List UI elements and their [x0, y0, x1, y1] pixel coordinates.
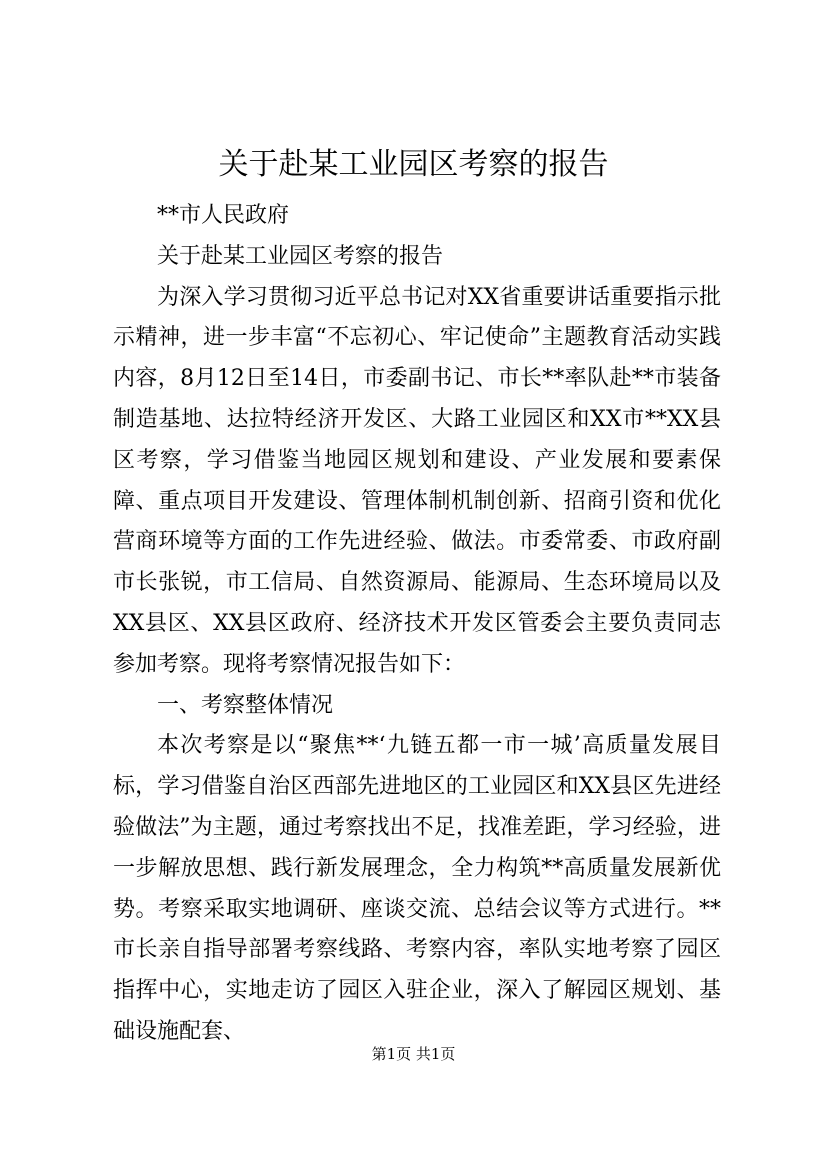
section-heading: 一、考察整体情况	[157, 692, 334, 718]
page-number-footer: 第1页 共1页	[371, 1045, 456, 1063]
document-title: 关于赴某工业园区考察的报告	[218, 147, 609, 182]
intro-paragraph: 为深入学习贯彻习近平总书记对XX省重要讲话重要指示批示精神，进一步丰富“不忘初心、牢记使命”主题教育活动实践内容，8月12日至14日，市委副书记、市长**率队赴**市装备制造基地、达拉特经济开发区、大路工业园区和XX市**XX县区考察，学习借鉴当地园区规划和建设、产业发展和要素保障、重点项目开发建设、管理体制机制创新、招商引资和优化营商环境等方面的工作先进经验、做法。市委常委、市政府副市长张锐，市工信局、自然资源局、能源局、生态环境局以及XX县区、XX县区政府、经济技术开发区管委会主要负责同志参加考察。现将考察情况报告如下：	[113, 284, 721, 677]
section-paragraph: 本次考察是以“聚焦**‘九链五都一市一城’高质量发展目标，学习借鉴自治区西部先进地区的工业园区和XX县区先进经验做法”为主题，通过考察找出不足，找准差距，学习经验，进一步解放思想、践行新发展理念，全力构筑**高质量发展新优势。考察采取实地调研、座谈交流、总结会议等方式进行。**市长亲自指导部署考察线路、考察内容，率队实地考察了园区指挥中心，实地走访了园区入驻企业，深入了解园区规划、基础设施配套、	[113, 733, 721, 1044]
document-body	[113, 196, 721, 1053]
subtitle-line: 关于赴某工业园区考察的报告	[157, 243, 444, 269]
addressee-line: **市人民政府	[157, 203, 290, 228]
